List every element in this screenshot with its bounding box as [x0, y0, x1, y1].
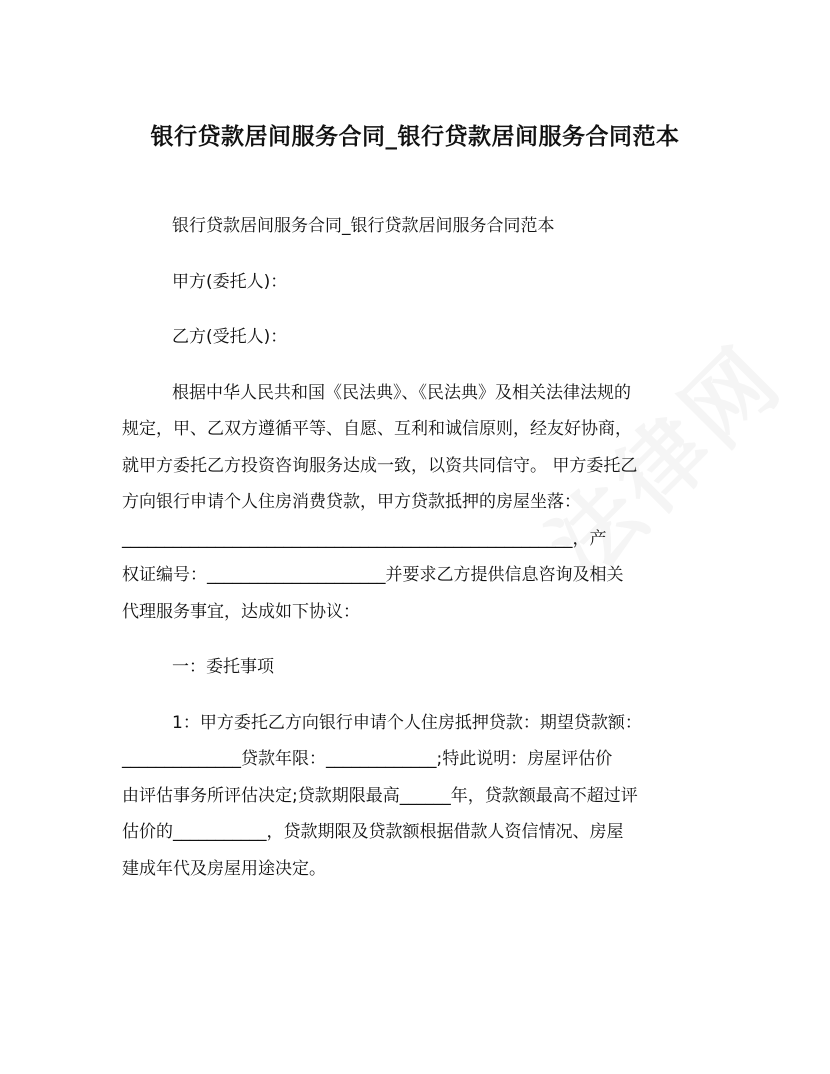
paragraph-2-line-1: 1：甲方委托乙方向银行申请个人住房抵押贷款：期望贷款额：	[172, 712, 642, 733]
document-title: 银行贷款居间服务合同_银行贷款居间服务合同范本	[150, 124, 680, 150]
paragraph-2-line-4: 估价的___________，贷款期限及贷款额根据借款人资信情况、房屋	[122, 822, 624, 842]
paragraph-2-line-5: 建成年代及房屋用途决定。	[122, 858, 326, 879]
paragraph-1-line-2: 规定，甲、乙双方遵循平等、自愿、互利和诚信原则，经友好协商，	[122, 419, 632, 439]
paragraph-2-line-3: 由评估事务所评估决定;贷款期限最高______年，贷款额最高不超过评	[122, 785, 638, 806]
paragraph-1-line-1: 根据中华人民共和国《民法典》、《民法典》及相关法律法规的	[172, 382, 631, 403]
party-a-line: 甲方(委托人)：	[172, 271, 288, 292]
document-body	[122, 208, 712, 887]
subtitle: 银行贷款居间服务合同_银行贷款居间服务合同范本	[172, 216, 555, 236]
party-b-line: 乙方(受托人)：	[172, 327, 288, 347]
paragraph-2-line-2: ______________贷款年限：_____________;特此说明：房屋评估价	[122, 749, 613, 769]
section-heading-1: 一：委托事项	[172, 657, 274, 677]
watermark: 法律网	[529, 326, 802, 599]
paragraph-1-line-5: _____________________________________________________，产	[122, 528, 607, 549]
paragraph-1-line-7: 代理服务事宜，达成如下协议：	[122, 601, 360, 622]
paragraph-1-line-6: 权证编号：_____________________并要求乙方提供信息咨询及相关	[122, 565, 624, 585]
paragraph-1-line-4: 方向银行申请个人住房消费贷款，甲方贷款抵押的房屋坐落：	[122, 492, 581, 512]
paragraph-1-line-3: 就甲方委托乙方投资咨询服务达成一致，以资共同信守。 甲方委托乙	[122, 455, 638, 476]
